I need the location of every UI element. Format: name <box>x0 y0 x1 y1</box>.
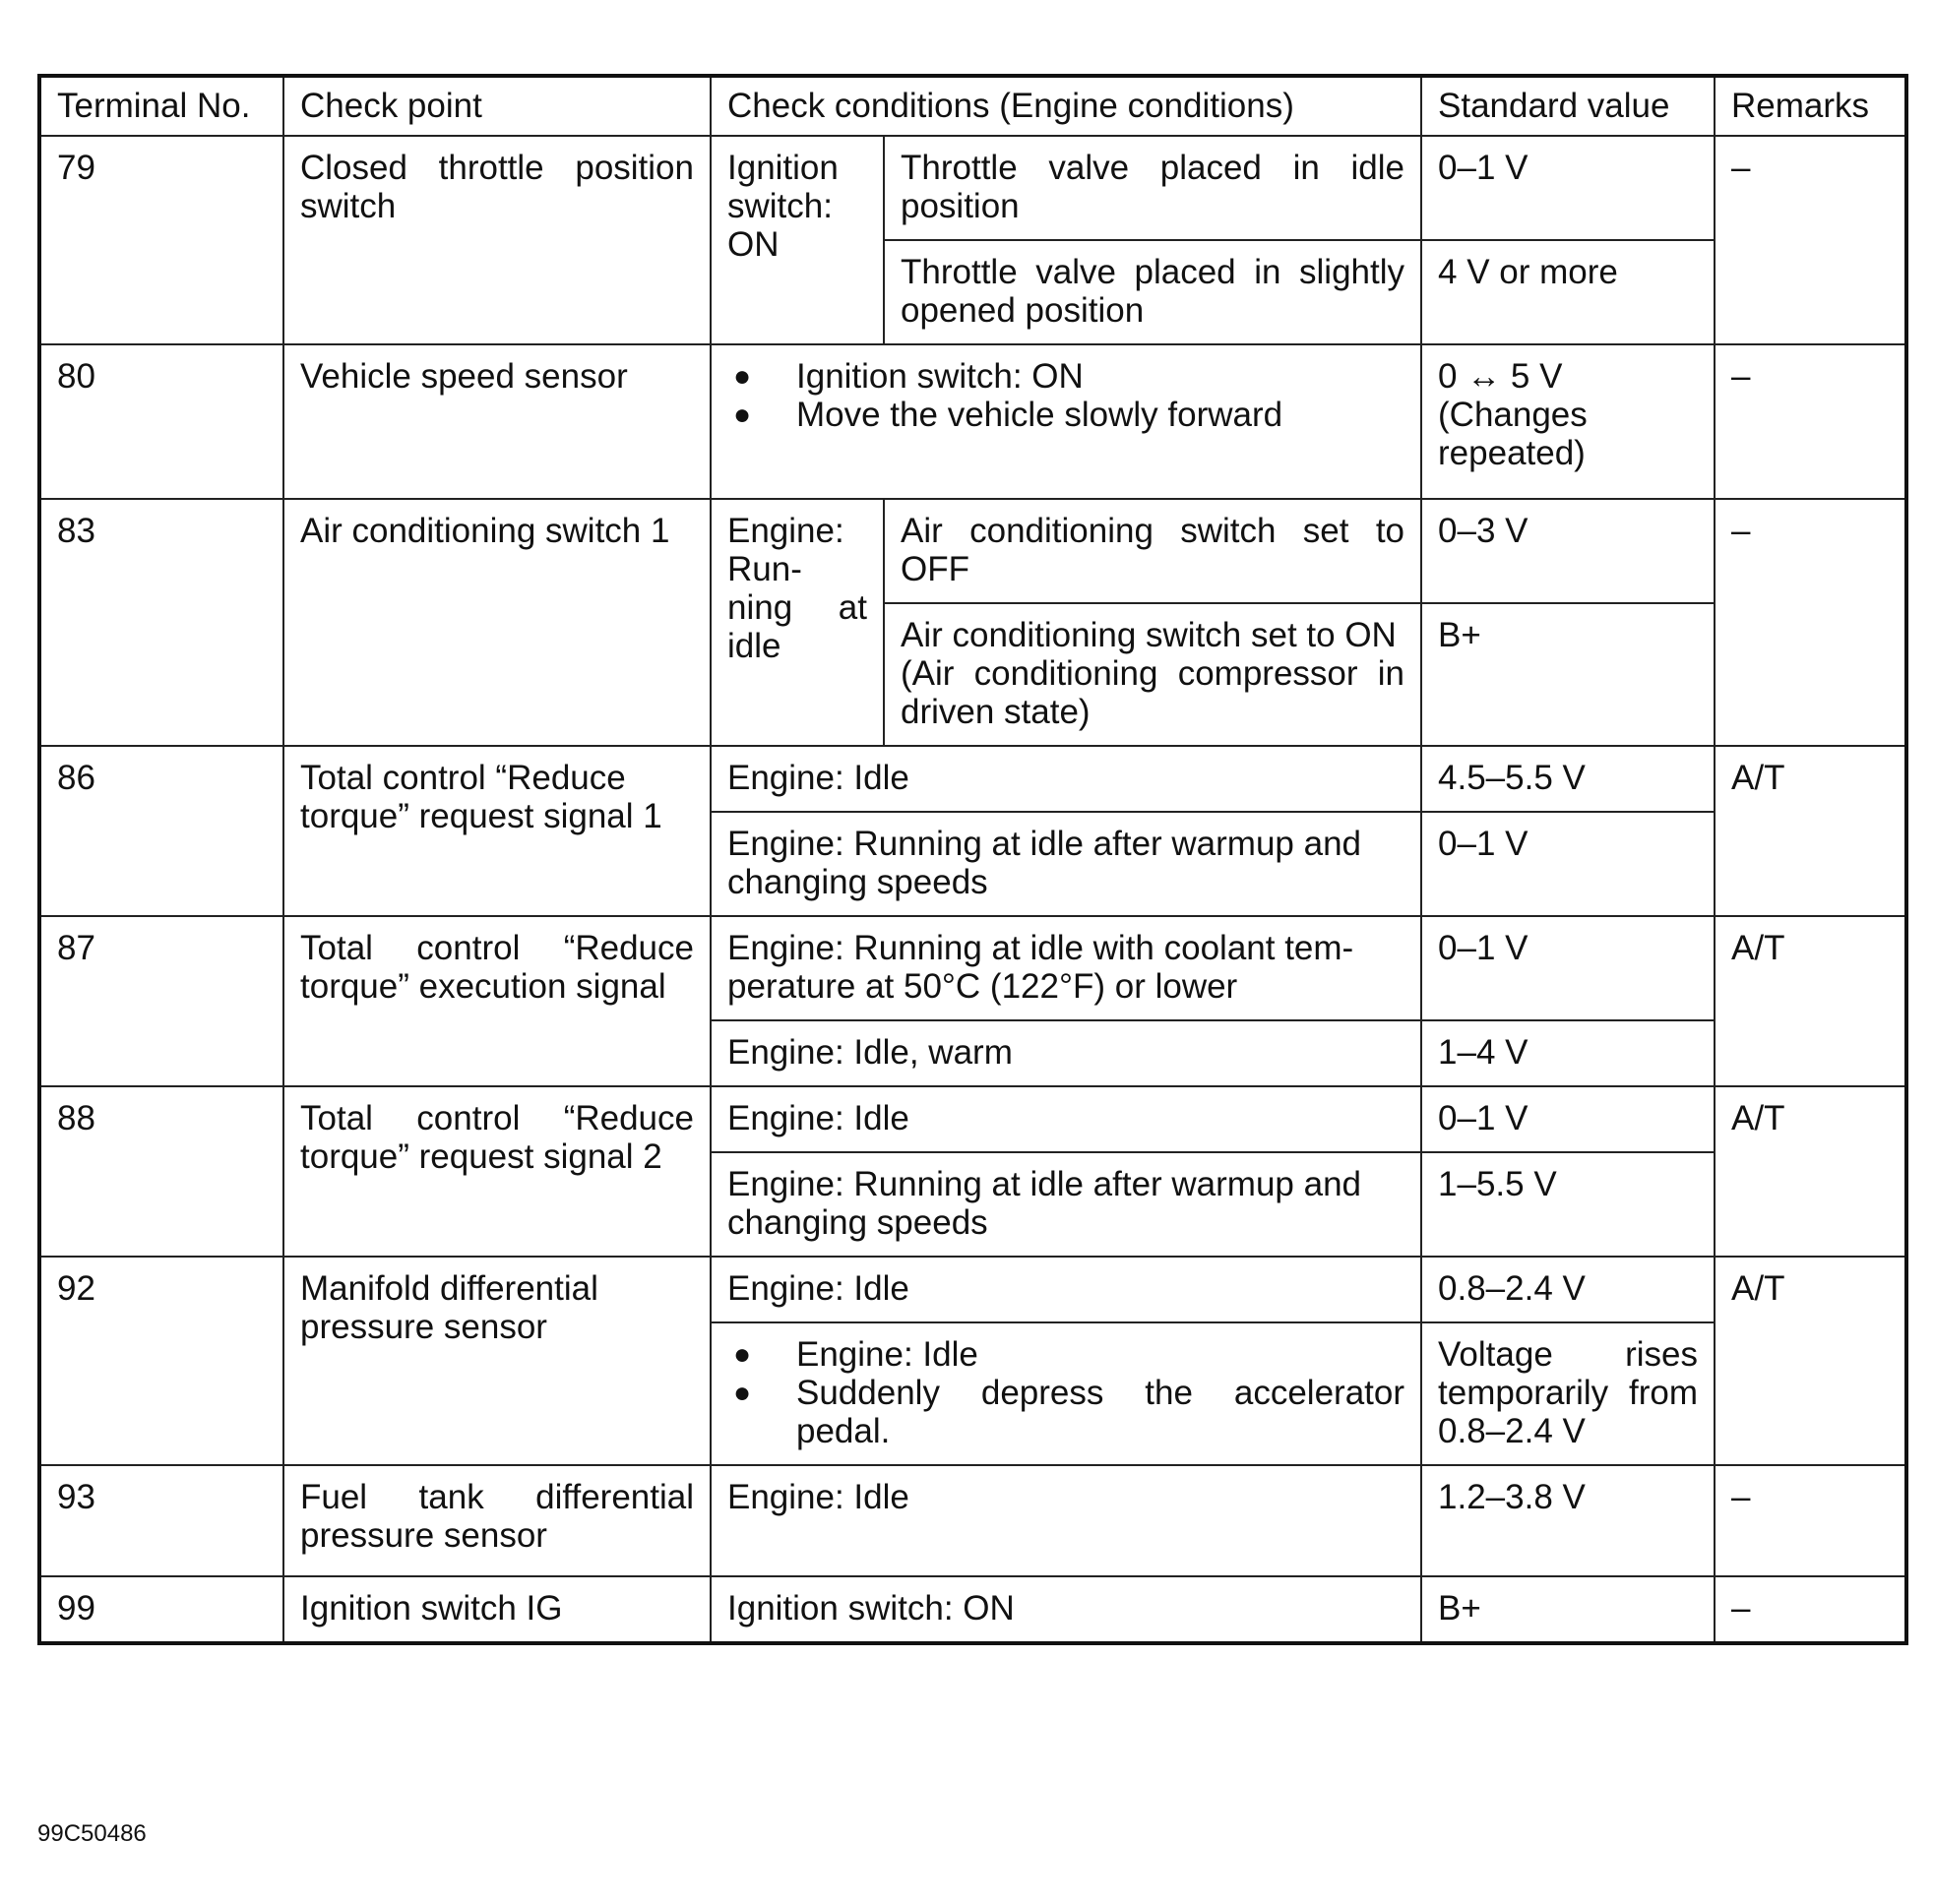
standard-value: 0 ↔ 5 V (Changes repeated) <box>1421 344 1715 499</box>
condition: Engine: Running at idle with coolant tem-perature at 50°C (122°F) or lower <box>711 916 1421 1020</box>
remarks: – <box>1715 1576 1906 1643</box>
condition: Throttle valve placed in idle position <box>884 136 1421 240</box>
figure-code: 99C50486 <box>37 1820 147 1847</box>
standard-value: 0–1 V <box>1421 916 1715 1020</box>
check-point: Fuel tank differential pressure sensor <box>283 1465 711 1576</box>
condition-bullets <box>711 344 1421 499</box>
terminal-number: 88 <box>39 1086 283 1257</box>
table-row <box>39 1257 1906 1322</box>
main-condition: Ignition switch: ON <box>711 136 884 344</box>
inspection-table-container <box>37 74 1908 1645</box>
terminal-number: 99 <box>39 1576 283 1643</box>
standard-value: 4.5–5.5 V <box>1421 746 1715 812</box>
standard-value: Voltage rises temporarily from 0.8–2.4 V <box>1421 1322 1715 1465</box>
standard-value: 1–4 V <box>1421 1020 1715 1086</box>
table-row <box>39 1576 1906 1643</box>
remarks: – <box>1715 136 1906 344</box>
table-header-row <box>39 76 1906 136</box>
check-point: Closed throttle position switch <box>283 136 711 344</box>
standard-value: 0.8–2.4 V <box>1421 1257 1715 1322</box>
condition: Engine: Idle <box>711 746 1421 812</box>
terminal-number: 79 <box>39 136 283 344</box>
table-row <box>39 344 1906 499</box>
header-check-conditions: Check conditions (Engine conditions) <box>711 76 1421 136</box>
terminal-number: 80 <box>39 344 283 499</box>
condition: Air conditioning switch set to OFF <box>884 499 1421 603</box>
standard-value: 4 V or more <box>1421 240 1715 344</box>
table-row <box>39 136 1906 240</box>
condition <box>884 603 1421 746</box>
terminal-number: 92 <box>39 1257 283 1465</box>
condition: Engine: Idle, warm <box>711 1020 1421 1086</box>
header-terminal: Terminal No. <box>39 76 283 136</box>
check-point: Total control “Reduce torque” execution signal <box>283 916 711 1086</box>
remarks: – <box>1715 344 1906 499</box>
header-remarks: Remarks <box>1715 76 1906 136</box>
remarks: A/T <box>1715 1257 1906 1465</box>
bullet-item: ● Ignition switch: ON <box>727 357 1341 396</box>
check-point: Ignition switch IG <box>283 1576 711 1643</box>
remarks: A/T <box>1715 746 1906 916</box>
condition: Ignition switch: ON <box>711 1576 1421 1643</box>
bullet-item: ● Suddenly depress the accelerator pedal. <box>727 1374 1404 1450</box>
main-condition: Engine: Run-ning at idle <box>711 499 884 746</box>
bullet-list <box>727 1335 1404 1450</box>
table-row <box>39 499 1906 603</box>
bullet-list <box>727 357 1341 434</box>
standard-value: 1–5.5 V <box>1421 1152 1715 1257</box>
table-row <box>39 746 1906 812</box>
check-point: Vehicle speed sensor <box>283 344 711 499</box>
table-row <box>39 916 1906 1020</box>
condition: Engine: Idle <box>711 1086 1421 1152</box>
condition: Engine: Running at idle after warmup and changing speeds <box>711 1152 1421 1257</box>
header-standard-value: Standard value <box>1421 76 1715 136</box>
standard-value: B+ <box>1421 1576 1715 1643</box>
terminal-number: 86 <box>39 746 283 916</box>
terminal-number: 83 <box>39 499 283 746</box>
remarks: – <box>1715 499 1906 746</box>
header-check-point: Check point <box>283 76 711 136</box>
condition: Engine: Idle <box>711 1465 1421 1576</box>
terminal-number: 93 <box>39 1465 283 1576</box>
check-point: Air conditioning switch 1 <box>283 499 711 746</box>
condition: Engine: Running at idle after warmup and changing speeds <box>711 812 1421 916</box>
condition-text: Air conditioning switch set to ON <box>901 616 1397 654</box>
condition: Engine: Idle <box>711 1257 1421 1322</box>
table-row <box>39 1086 1906 1152</box>
condition-bullets <box>711 1322 1421 1465</box>
bullet-item: ● Engine: Idle <box>727 1335 1404 1374</box>
condition-note: (Air conditioning compressor in driven state) <box>901 654 1405 731</box>
bullet-item: ● Move the vehicle slowly forward <box>727 396 1341 434</box>
standard-value: 0–1 V <box>1421 1086 1715 1152</box>
check-point: Total control “Reduce torque” request signal 2 <box>283 1086 711 1257</box>
standard-value: B+ <box>1421 603 1715 746</box>
standard-value: 0–3 V <box>1421 499 1715 603</box>
check-point: Total control “Reduce torque” request signal 1 <box>283 746 711 916</box>
check-point: Manifold differential pressure sensor <box>283 1257 711 1465</box>
remarks: A/T <box>1715 916 1906 1086</box>
remarks: – <box>1715 1465 1906 1576</box>
condition: Throttle valve placed in slightly opened position <box>884 240 1421 344</box>
remarks: A/T <box>1715 1086 1906 1257</box>
terminal-number: 87 <box>39 916 283 1086</box>
terminal-check-table <box>37 74 1908 1645</box>
table-row <box>39 1465 1906 1576</box>
standard-value: 0–1 V <box>1421 136 1715 240</box>
standard-value: 0–1 V <box>1421 812 1715 916</box>
standard-value: 1.2–3.8 V <box>1421 1465 1715 1576</box>
